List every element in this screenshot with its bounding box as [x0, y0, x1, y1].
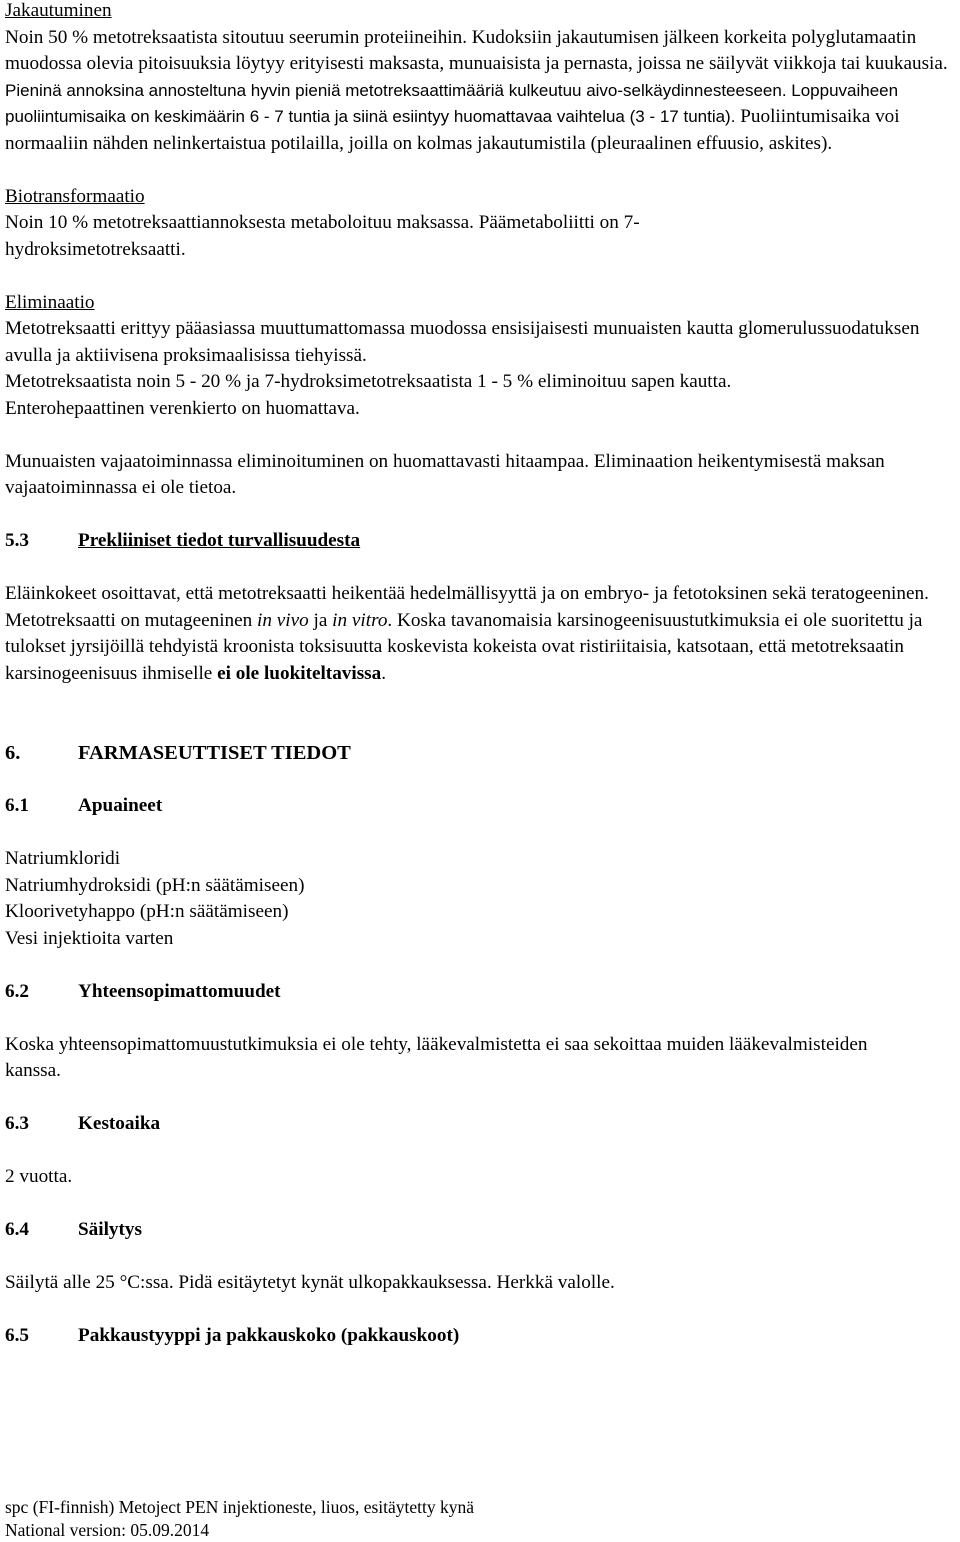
footer-document-name: spc (FI-finnish) Metoject PEN injektioneste, liuos, esitäytetty kynä — [5, 1497, 475, 1517]
in-vitro-text: in vitro — [332, 609, 388, 631]
elimination-text-2: Metotreksaatista noin 5 - 20 % ja 7-hydroksimetotreksaatista 1 - 5 % eliminoituu sapen kautta. — [5, 371, 732, 392]
excipient-item: Vesi injektioita varten — [5, 927, 174, 949]
section-number: 6.5 — [5, 1325, 29, 1346]
not-classifiable-text: ei ole luokiteltavissa — [217, 662, 382, 684]
distribution-text-2: Pieninä annoksina annosteltuna hyvin pieniä metotreksaattimääriä kulkeutuu aivo-selkäydinnesteeseen. Loppuvaiheen puoliintumisaika on keskimäärin 6 - 7 tuntia ja siinä esiintyy huomattavaa vaihtelua (3 - 17 tuntia). — [5, 80, 899, 126]
storage-text: Säilytä alle 25 °C:ssa. Pidä esitäytetyt kynät ulkopakkauksessa. Herkkä valolle. — [5, 1272, 615, 1293]
section-6-1-heading — [5, 793, 955, 820]
section-6-5-heading — [5, 1323, 955, 1350]
document-page — [5, 0, 955, 1350]
section-6-4-heading — [5, 1217, 955, 1244]
section-title: Prekliiniset tiedot turvallisuudesta — [78, 530, 361, 551]
footer-version: National version: 05.09.2014 — [5, 1520, 210, 1540]
shelf-life-text: 2 vuotta. — [5, 1166, 73, 1187]
distribution-heading: Jakautuminen — [5, 0, 112, 21]
distribution-text-1: Noin 50 % metotreksaatista sitoutuu seerumin proteiineihin. Kudoksiin jakautumisen jälkeen korkeita polyglutamaatin muodossa olevia pitoisuuksia löytyy erityisesti maksasta, munuaisista ja pernasta, joissa ne säilyvät viikkoja tai kuukausia. — [5, 26, 948, 74]
section-number: 5.3 — [5, 530, 29, 551]
page-footer — [5, 1496, 474, 1542]
section-6-2-heading — [5, 979, 955, 1006]
excipient-item: Kloorivetyhappo (pH:n säätämiseen) — [5, 901, 289, 922]
elimination-text-3: Enterohepaattinen verenkierto on huomattava. — [5, 397, 360, 419]
section-title: Apuaineet — [78, 795, 163, 816]
biotransformation-text: Noin 10 % metotreksaattiannoksesta metaboloituu maksassa. Päämetaboliitti on 7-hydroksimetotreksaatti. — [5, 212, 640, 260]
section-number: 6.3 — [5, 1113, 29, 1134]
section-number: 6.2 — [5, 980, 29, 1002]
preclinical-text-4: . — [381, 662, 387, 684]
section-title: FARMASEUTTISET TIEDOT — [78, 742, 351, 764]
excipient-item: Natriumkloridi — [5, 848, 121, 869]
section-6-heading — [5, 740, 955, 767]
section-title: Yhteensopimattomuudet — [78, 980, 281, 1002]
preclinical-text-1: Eläinkokeet osoittavat, että metotreksaatti heikentää hedelmällisyyttä ja on embryo- ja fetotoksinen sekä teratogeeninen. Metotreksaatti on mutageeninen — [5, 583, 929, 631]
section-title: Kestoaika — [78, 1113, 161, 1134]
distribution-body — [5, 25, 955, 158]
section-5-3-heading — [5, 528, 955, 555]
excipient-item: Natriumhydroksidi (pH:n säätämiseen) — [5, 874, 305, 896]
distribution-text-3: Puoliintumisaika voi normaaliin nähden nelinkertaistua potilailla, joilla on kolmas jakautumistila (pleuraalinen effuusio, askites). — [5, 106, 900, 154]
section-5-3-text — [5, 581, 955, 687]
elimination-text-1: Metotreksaatti erittyy pääasiassa muuttumattomassa muodossa ensisijaisesti munuaisten kautta glomerulussuodatuksen avulla ja aktiivisena proksimaalisissa tiehyissä. — [5, 318, 920, 366]
section-title: Säilytys — [78, 1219, 142, 1240]
elimination-heading: Eliminaatio — [5, 291, 95, 313]
section-number: 6.4 — [5, 1219, 29, 1240]
preclinical-text-3: . Koska tavanomaisia karsinogeenisuustutkimuksia ei ole suoritettu ja tulokset jyrsijöillä tehdyistä kroonista toksisuutta koskevista kokeista ovat ristiriitaisia, katsotaan, että metotreksaatin karsinogeenisuus ihmiselle — [5, 609, 923, 684]
section-number: 6. — [5, 742, 21, 764]
biotransformation-heading: Biotransformaatio — [5, 185, 145, 207]
elimination-text-4: Munuaisten vajaatoiminnassa eliminoituminen on huomattavasti hitaampaa. Eliminaation heikentymisestä maksan vajaatoiminnassa ei ole tietoa. — [5, 450, 885, 498]
section-title: Pakkaustyyppi ja pakkauskoko (pakkauskoot) — [78, 1325, 460, 1346]
section-number: 6.1 — [5, 795, 29, 816]
section-6-3-heading — [5, 1111, 955, 1138]
preclinical-text-2: ja — [308, 609, 333, 631]
incompatibilities-text: Koska yhteensopimattomuustutkimuksia ei ole tehty, lääkevalmistetta ei saa sekoittaa muiden lääkevalmisteiden kanssa. — [5, 1033, 868, 1081]
in-vivo-text: in vivo — [257, 609, 309, 631]
